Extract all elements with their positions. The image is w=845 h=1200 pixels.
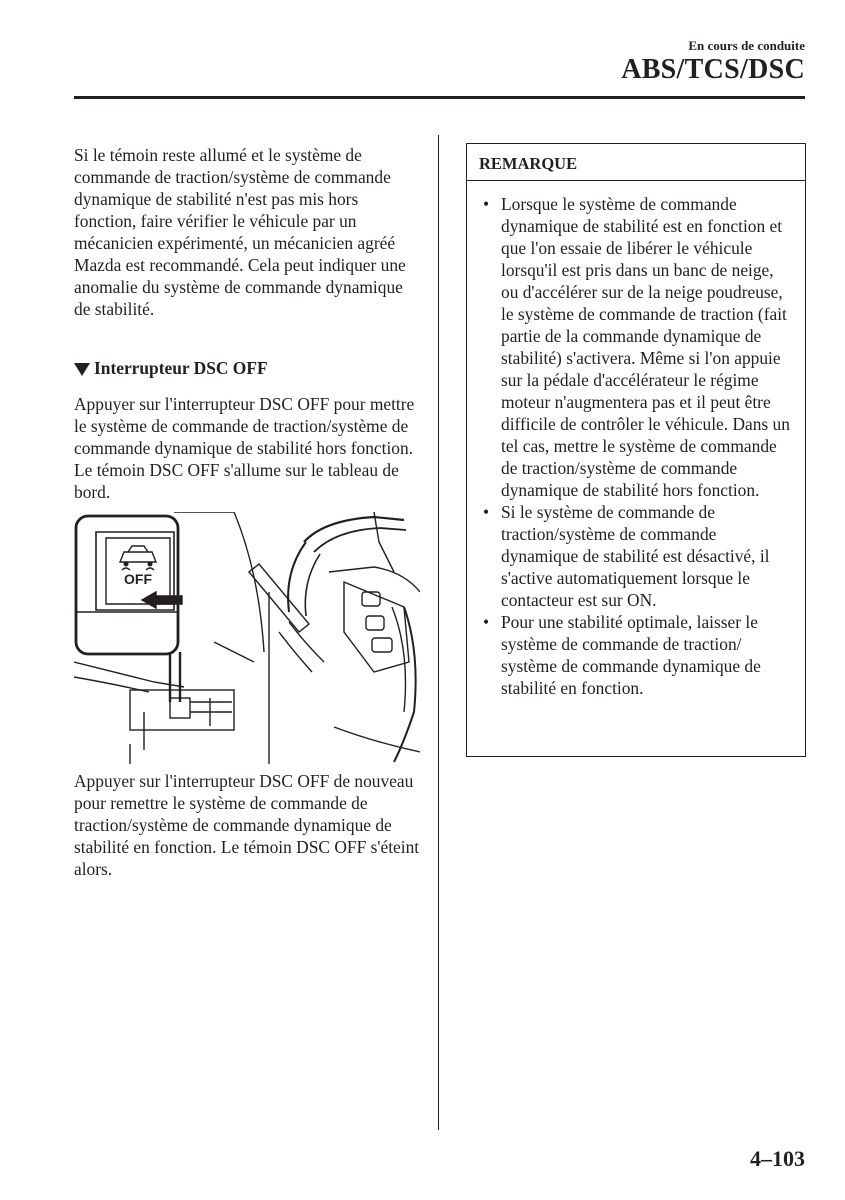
bullet-icon: • — [483, 502, 490, 522]
switch-off-paragraph: Appuyer sur l'interrupteur DSC OFF pour mettre le système de commande de traction/système de commande dynamique de stabilité hors fonction. Le témoin DSC OFF s'allume sur le tableau de bord. — [74, 394, 415, 502]
list-item — [481, 193, 795, 501]
off-label: OFF — [124, 571, 152, 587]
switch-on-paragraph: Appuyer sur l'interrupteur DSC OFF de nouveau pour remettre le système de commande de traction/système de commande dynamique de stabilité en fonction. Le témoin DSC OFF s'éteint alors. — [74, 771, 420, 879]
page-title: ABS/TCS/DSC — [621, 54, 805, 85]
column-divider — [438, 135, 439, 1130]
bullet-icon: • — [483, 612, 490, 632]
list-item-text: Lorsque le système de commande dynamique de stabilité est en fonction et que l'on essaie de libérer le véhicule lorsqu'il est pris dans un banc de neige, ou d'accélérer sur de la neige poudreuse, le système de commande de traction (fait partie de la commande dynamique de stabilité) s'activera. Même si l'on appuie sur la pédale d'accélérateur le régime moteur n'augmentera pas et il peut être difficile de contrôler le véhicule. Dans un tel cas, mettre le système de commande de traction/système de commande dynamique de stabilité hors fonction. — [501, 194, 790, 500]
section-subheading — [74, 358, 420, 379]
subheading-text: Interrupteur DSC OFF — [94, 358, 268, 378]
list-item — [481, 611, 795, 699]
bullet-icon: • — [483, 194, 490, 214]
page-number: 4–103 — [750, 1146, 805, 1171]
warning-paragraph: Si le témoin reste allumé et le système de commande de traction/système de commande dynamique de stabilité n'est pas mis hors fonction, faire vérifier le véhicule par un mécanicien expérimenté, un mécanicien agréé Mazda est recommandé. Cela peut indiquer une anomalie du système de commande dynamique de stabilité. — [74, 145, 406, 319]
list-item — [481, 501, 795, 611]
note-box — [466, 143, 806, 757]
triangle-down-icon — [74, 363, 90, 376]
list-item-text: Si le système de commande de traction/système de commande dynamique de stabilité est désactivé, il s'active automatiquement lorsque le contacteur est sur ON. — [501, 502, 770, 610]
list-item-text: Pour une stabilité optimale, laisser le système de commande de traction/ système de commande dynamique de stabilité en fonction. — [501, 612, 761, 698]
note-heading: REMARQUE — [467, 144, 805, 181]
note-body — [467, 181, 805, 699]
header-rule — [74, 96, 805, 99]
header-section-label: En cours de conduite — [688, 38, 805, 53]
dsc-switch-illustration — [74, 512, 420, 764]
